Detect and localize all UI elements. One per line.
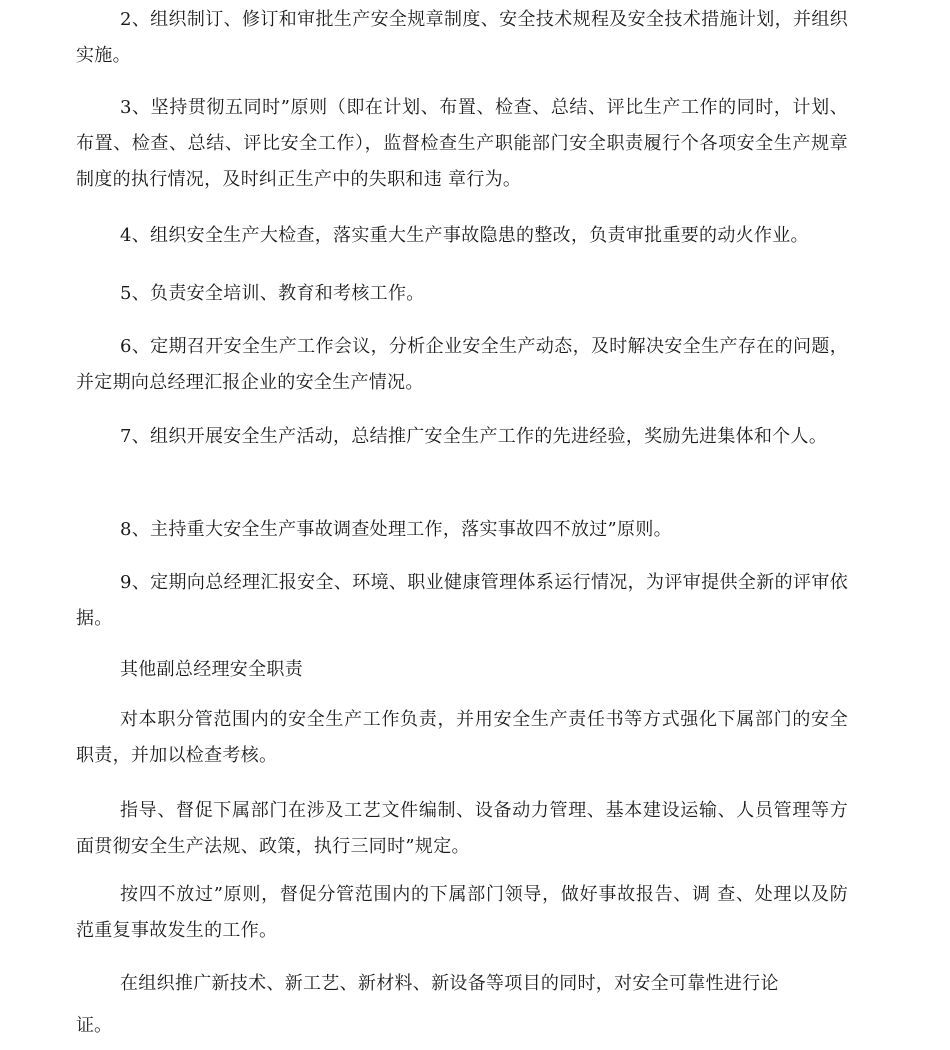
paragraph-item-3: 3、坚持贯彻五同时”原则（即在计划、布置、检查、总结、评比生产工作的同时，计划、布置、检查、总结、评比安全工作），监督检查生产职能部门安全职责履行个各项安全生产规章制度的执行情况，及时纠正生产中的失职和违 章行为。: [76, 97, 848, 190]
paragraph-item-9: 9、定期向总经理汇报安全、环境、职业健康管理体系运行情况，为评审提供全新的评审依据。: [76, 572, 848, 629]
section-heading: 其他副总经理安全职责: [120, 659, 303, 680]
section-paragraph-1: 对本职分管范围内的安全生产工作负责，并用安全生产责任书等方式强化下属部门的安全职责，并加以检查考核。: [76, 709, 848, 766]
paragraph-item-5: 5、负责安全培训、教育和考核工作。: [120, 283, 425, 304]
paragraph-continuation: 证。: [76, 1015, 112, 1036]
paragraph-item-7: 7、组织开展安全生产活动，总结推广安全生产工作的先进经验，奖励先进集体和个人。: [120, 426, 828, 447]
paragraph-item-8: 8、主持重大安全生产事故调查处理工作，落实事故四不放过”原则。: [120, 519, 672, 540]
paragraph-item-2: 2、组织制订、修订和审批生产安全规章制度、安全技术规程及安全技术措施计划，并组织实施。: [76, 9, 848, 66]
section-paragraph-3: 按四不放过”原则，督促分管范围内的下属部门领导，做好事故报告、调 查、处理以及防范重复事故发生的工作。: [76, 884, 848, 941]
paragraph-item-4: 4、组织安全生产大检查，落实重大生产事故隐患的整改，负责审批重要的动火作业。: [120, 225, 809, 246]
section-paragraph-4: 在组织推广新技术、新工艺、新材料、新设备等项目的同时，对安全可靠性进行论: [120, 973, 779, 994]
paragraph-item-6: 6、定期召开安全生产工作会议，分析企业安全生产动态，及时解决安全生产存在的问题，并定期向总经理汇报企业的安全生产情况。: [76, 336, 848, 393]
section-paragraph-2: 指导、督促下属部门在涉及工艺文件编制、设备动力管理、基本建设运输、人员管理等方面贯彻安全生产法规、政策，执行三同时”规定。: [76, 800, 848, 857]
